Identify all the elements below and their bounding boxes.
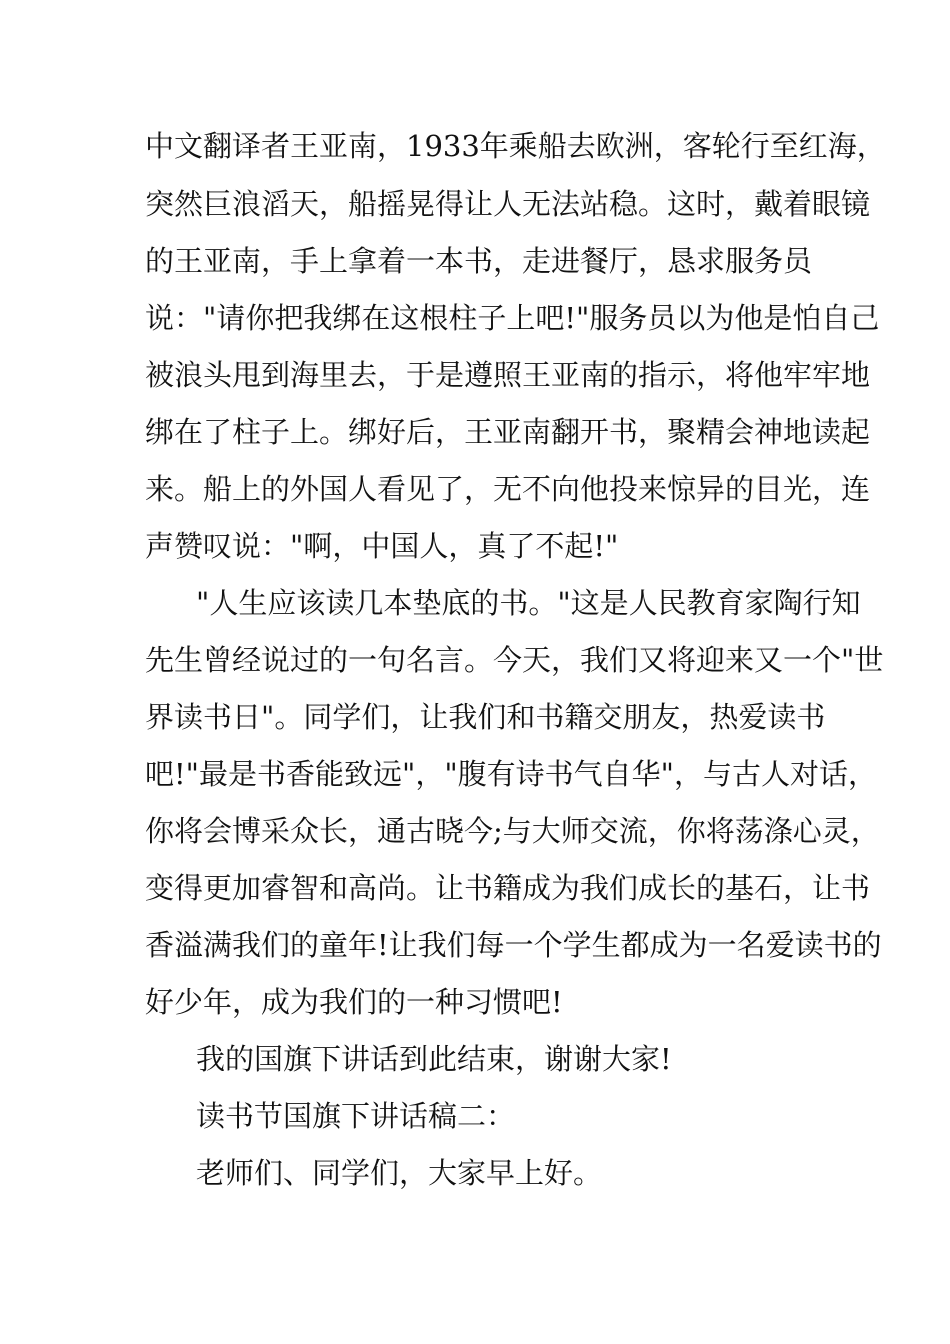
paragraph-1-line-1: 中文翻译者王亚南，1933年乘船去欧洲，客轮行至红海， (145, 129, 886, 163)
paragraph-1-line-7: 来。船上的外国人看见了，无不向他投来惊异的目光，连 (145, 472, 871, 506)
paragraph-1-line-6: 绑在了柱子上。绑好后，王亚南翻开书，聚精会神地读起 (145, 415, 871, 449)
paragraph-2-line-3: 界读书日"。同学们，让我们和书籍交朋友，热爱读书 (145, 700, 826, 734)
paragraph-2-line-8: 好少年，成为我们的一种习惯吧! (145, 985, 563, 1019)
section-title: 读书节国旗下讲话稿二： (196, 1099, 516, 1133)
paragraph-2-line-2: 先生曾经说过的一句名言。今天，我们又将迎来又一个"世 (145, 643, 884, 677)
paragraph-2-line-1: "人生应该读几本垫底的书。"这是人民教育家陶行知 (196, 586, 861, 620)
paragraph-2-line-5: 你将会博采众长，通古晓今;与大师交流，你将荡涤心灵， (145, 814, 880, 848)
paragraph-1-line-5: 被浪头甩到海里去，于是遵照王亚南的指示，将他牢牢地 (145, 358, 871, 392)
paragraph-1-line-3: 的王亚南，手上拿着一本书，走进餐厅，恳求服务员 (145, 244, 813, 278)
paragraph-1-line-2: 突然巨浪滔天，船摇晃得让人无法站稳。这时，戴着眼镜 (145, 187, 871, 221)
closing-line: 我的国旗下讲话到此结束，谢谢大家! (196, 1042, 672, 1076)
paragraph-2-line-6: 变得更加睿智和高尚。让书籍成为我们成长的基石，让书 (145, 871, 871, 905)
greeting-line: 老师们、同学们，大家早上好。 (196, 1156, 603, 1190)
paragraph-1-line-8: 声赞叹说："啊，中国人，真了不起!" (145, 529, 619, 563)
paragraph-2-line-7: 香溢满我们的童年!让我们每一个学生都成为一名爱读书的 (145, 928, 882, 962)
paragraph-2-line-4: 吧!"最是书香能致远"，"腹有诗书气自华"，与古人对话， (145, 757, 878, 791)
paragraph-1-line-4: 说："请你把我绑在这根柱子上吧!"服务员以为他是怕自己 (145, 301, 880, 335)
